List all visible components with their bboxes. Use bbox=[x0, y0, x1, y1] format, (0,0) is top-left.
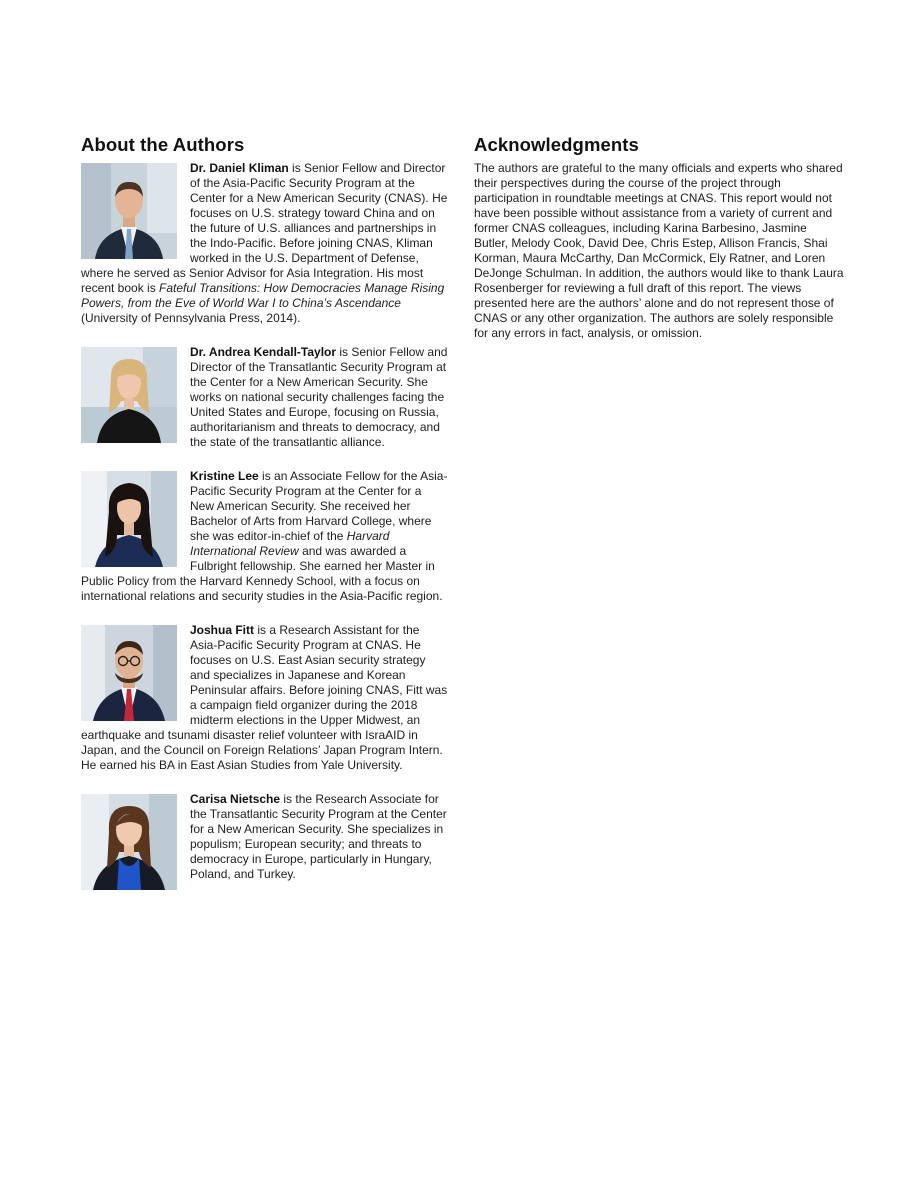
publication-title-lee: Harvard International Review bbox=[190, 529, 390, 558]
author-name-kendall-taylor: Dr. Andrea Kendall-Taylor bbox=[190, 345, 337, 359]
author-bio-kliman bbox=[81, 161, 448, 326]
acknowledgments-heading: Acknowledgments bbox=[474, 134, 639, 155]
acknowledgments-section bbox=[474, 134, 844, 341]
author-text-fitt: is a Research Assistant for the Asia-Pacific Security Program at CNAS. He focuses on U.S. East Asian security strategy and specializes in Japanese and Korean Peninsular affairs. Before joining CNAS, Fitt was a campaign field organizer during the 2018 midterm elections in the Upper Midwest, an earthquake and tsunami disaster relief volunteer with IsraAID in Japan, and the Council on Foreign Relations’ Japan Program Intern. He earned his BA in East Asian Studies from Yale University. bbox=[81, 623, 448, 772]
author-photo-fitt bbox=[81, 625, 177, 721]
acknowledgments-text: The authors are grateful to the many officials and experts who shared their perspectives during the course of the project through participation in roundtable meetings at CNAS. This report would not have been possible without assistance from a variety of current and former CNAS colleagues, including Karina Barbesino, Jasmine Butler, Melody Cook, David Dee, Chris Estep, Allison Francis, Shai Korman, Maura McCarthy, Dan McCormick, Ely Ratner, and Loren DeJonge Schulman. In addition, the authors would like to thank Laura Rosenberger for reviewing a full draft of this report. The views presented here are the authors’ alone and do not represent those of CNAS or any other organization. The authors are solely responsible for any errors in fact, analysis, or omission. bbox=[474, 161, 844, 340]
author-photo-kliman bbox=[81, 163, 177, 259]
book-title-kliman: Fateful Transitions: How Democracies Manage Rising Powers, from the Eve of World War I to China’s Ascendance bbox=[81, 281, 445, 310]
author-bio-kendall-taylor bbox=[81, 345, 448, 450]
author-photo-kendall-taylor bbox=[81, 347, 177, 443]
author-text-kliman: is Senior Fellow and Director of the Asia-Pacific Security Program at the Center for a New American Security (CNAS). He focuses on U.S. strategy toward China and on the future of U.S. alliances and partnerships in the Indo-Pacific. Before joining CNAS, Kliman worked in the U.S. Department of Defense, where he served as Senior Advisor for Asia Integration. His most recent book is bbox=[81, 161, 448, 295]
author-text-kendall-taylor: is Senior Fellow and Director of the Transatlantic Security Program at the Center for a New American Security. She works on national security challenges facing the United States and Europe, focusing on Russia, authoritarianism and threats to democracy, and the state of the transatlantic alliance. bbox=[190, 345, 448, 449]
author-text-kliman-end: (University of Pennsylvania Press, 2014). bbox=[81, 311, 301, 325]
author-name-kliman: Dr. Daniel Kliman bbox=[190, 161, 289, 175]
author-text-nietsche: is the Research Associate for the Transatlantic Security Program at the Center for a New American Security. She specializes in populism; European security; and threats to democracy in Europe, particularly in Hungary, Poland, and Turkey. bbox=[190, 792, 447, 881]
author-text-lee: is an Associate Fellow for the Asia-Pacific Security Program at the Center for a New American Security. She received her Bachelor of Arts from Harvard College, where she was editor-in-chief of the bbox=[190, 469, 448, 543]
author-name-fitt: Joshua Fitt bbox=[190, 623, 255, 637]
author-bio-nietsche bbox=[81, 792, 448, 882]
author-bio-fitt bbox=[81, 623, 448, 773]
author-photo-lee bbox=[81, 471, 177, 567]
about-authors-heading: About the Authors bbox=[81, 134, 245, 155]
author-name-lee: Kristine Lee bbox=[190, 469, 259, 483]
about-authors-section bbox=[81, 134, 448, 901]
author-text-lee-end: and was awarded a Fulbright fellowship. She earned her Master in Public Policy from the Harvard Kennedy School, with a focus on international relations and security studies in the Asia-Pacific region. bbox=[81, 544, 443, 603]
author-name-nietsche: Carisa Nietsche bbox=[190, 792, 281, 806]
author-bio-lee bbox=[81, 469, 448, 604]
author-photo-nietsche bbox=[81, 794, 177, 890]
